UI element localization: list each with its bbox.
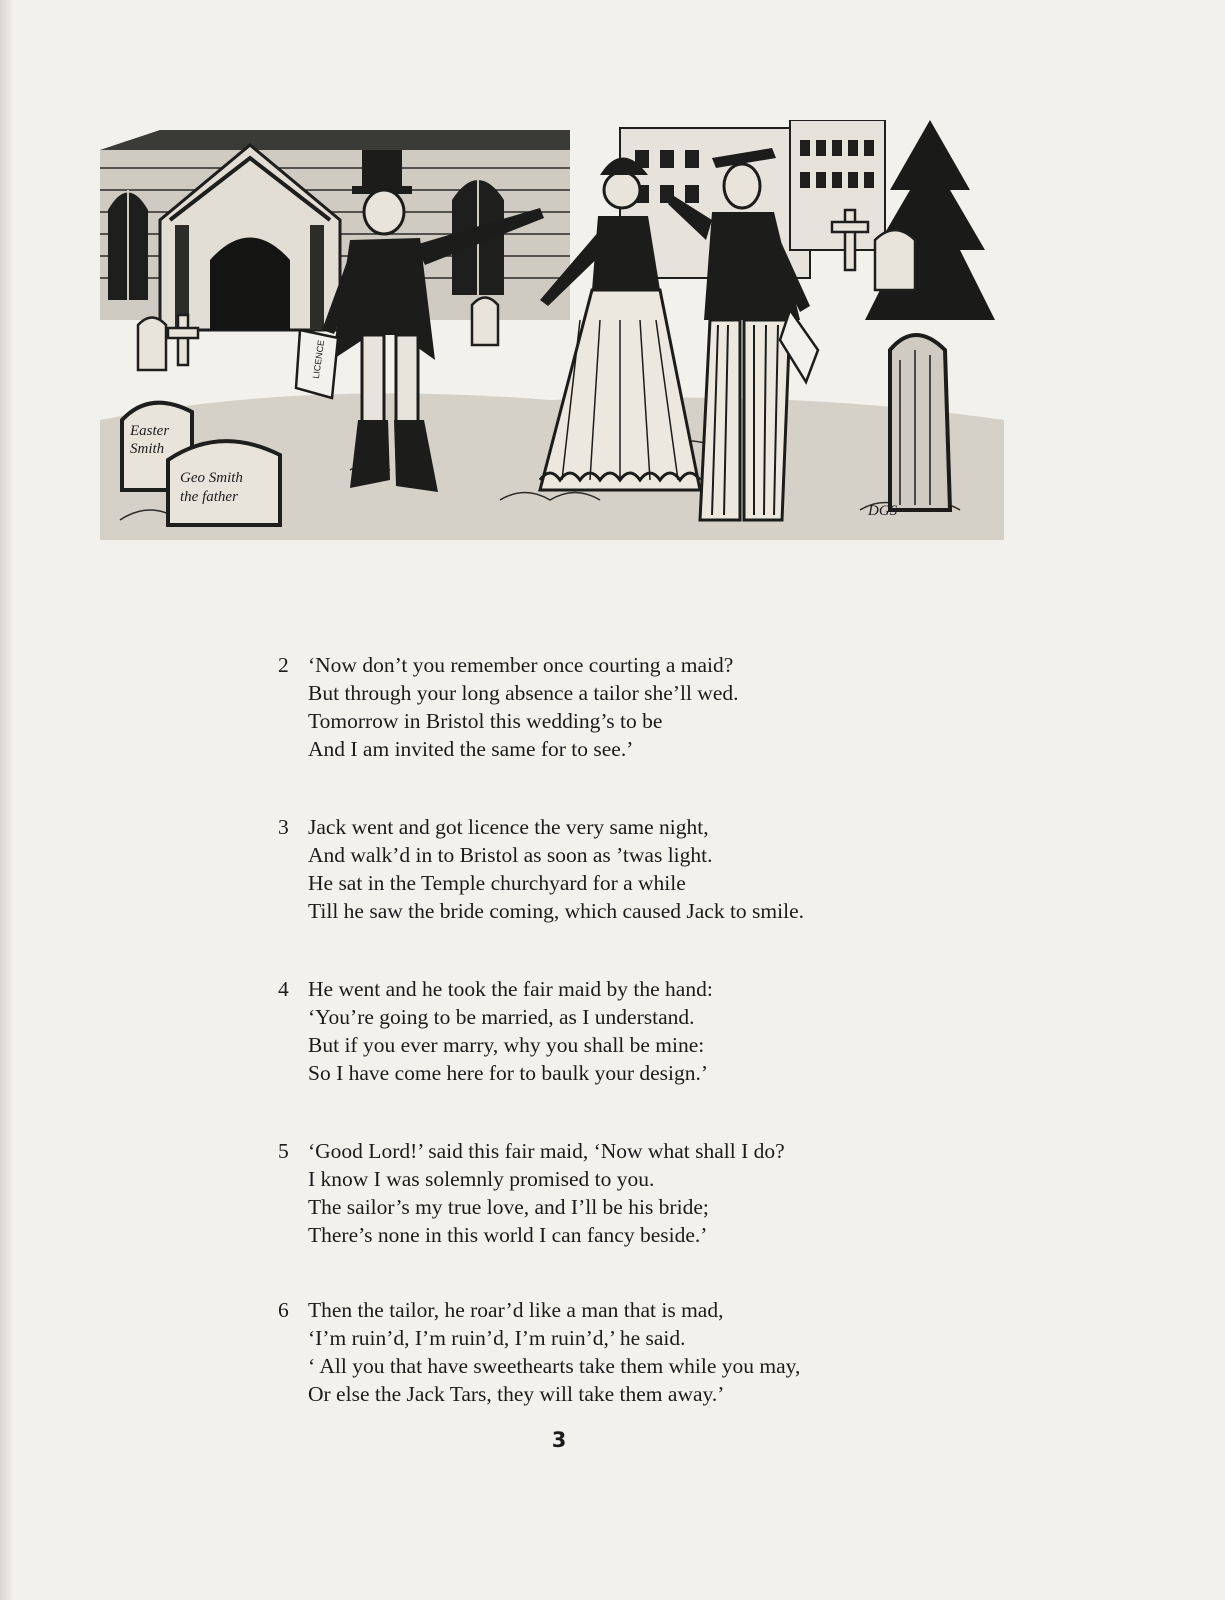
verse-line: And walk’d in to Bristol as soon as ’twas light. xyxy=(308,843,713,867)
verse-line: Then the tailor, he roar’d like a man that is mad, xyxy=(308,1298,724,1322)
svg-text:LICENCE: LICENCE xyxy=(310,339,327,380)
svg-text:Smith: Smith xyxy=(130,441,165,457)
stanza-6 xyxy=(278,1296,918,1408)
stanza-2 xyxy=(278,651,918,763)
verse-line: And I am invited the same for to see.’ xyxy=(308,737,634,761)
verse-line: There’s none in this world I can fancy beside.’ xyxy=(308,1223,708,1247)
page-edge xyxy=(0,0,14,1600)
verse-line: ‘ All you that have sweethearts take them while you may, xyxy=(308,1354,801,1378)
stanza-number: 3 xyxy=(278,815,289,839)
verse-line: ‘Now don’t you remember once courting a maid? xyxy=(308,653,734,677)
verse-line: He went and he took the fair maid by the hand: xyxy=(308,977,713,1001)
verse-line: Jack went and got licence the very same night, xyxy=(308,815,709,839)
verse-line: The sailor’s my true love, and I’ll be his bride; xyxy=(308,1195,709,1219)
verse-line: Tomorrow in Bristol this wedding’s to be xyxy=(308,709,663,733)
verse-line: But through your long absence a tailor she’ll wed. xyxy=(308,681,739,705)
stanza-4 xyxy=(278,975,918,1087)
verse-line: Till he saw the bride coming, which caused Jack to smile. xyxy=(308,899,805,923)
stanza-3 xyxy=(278,813,918,925)
stanza-number: 6 xyxy=(278,1298,289,1322)
stanza-number: 4 xyxy=(278,977,289,1001)
svg-text:Geo Smith: Geo Smith xyxy=(180,470,243,486)
stanza-5 xyxy=(278,1137,918,1249)
verse-line: ‘You’re going to be married, as I understand. xyxy=(308,1005,695,1029)
page-number: 3 xyxy=(551,1428,567,1452)
stanza-number: 2 xyxy=(278,653,289,677)
licence-paper xyxy=(296,330,338,398)
churchyard-woodcut-illustration xyxy=(100,120,1004,540)
verse-line: ‘I’m ruin’d, I’m ruin’d, I’m ruin’d,’ he said. xyxy=(308,1326,686,1350)
verse-line: Or else the Jack Tars, they will take them away.’ xyxy=(308,1382,725,1406)
verse-line: ‘Good Lord!’ said this fair maid, ‘Now what shall I do? xyxy=(308,1139,785,1163)
verse-line: But if you ever marry, why you shall be mine: xyxy=(308,1033,705,1057)
tombstone-geo-smith xyxy=(168,441,280,525)
stanza-number: 5 xyxy=(278,1139,289,1163)
svg-text:Easter: Easter xyxy=(130,423,170,439)
verse-line: He sat in the Temple churchyard for a while xyxy=(308,871,686,895)
artist-signature: DGS xyxy=(868,503,898,519)
verse-line: I know I was solemnly promised to you. xyxy=(308,1167,655,1191)
svg-text:the father: the father xyxy=(180,489,238,505)
verse-line: So I have come here for to baulk your design.’ xyxy=(308,1061,709,1085)
tree-stump xyxy=(890,335,950,510)
